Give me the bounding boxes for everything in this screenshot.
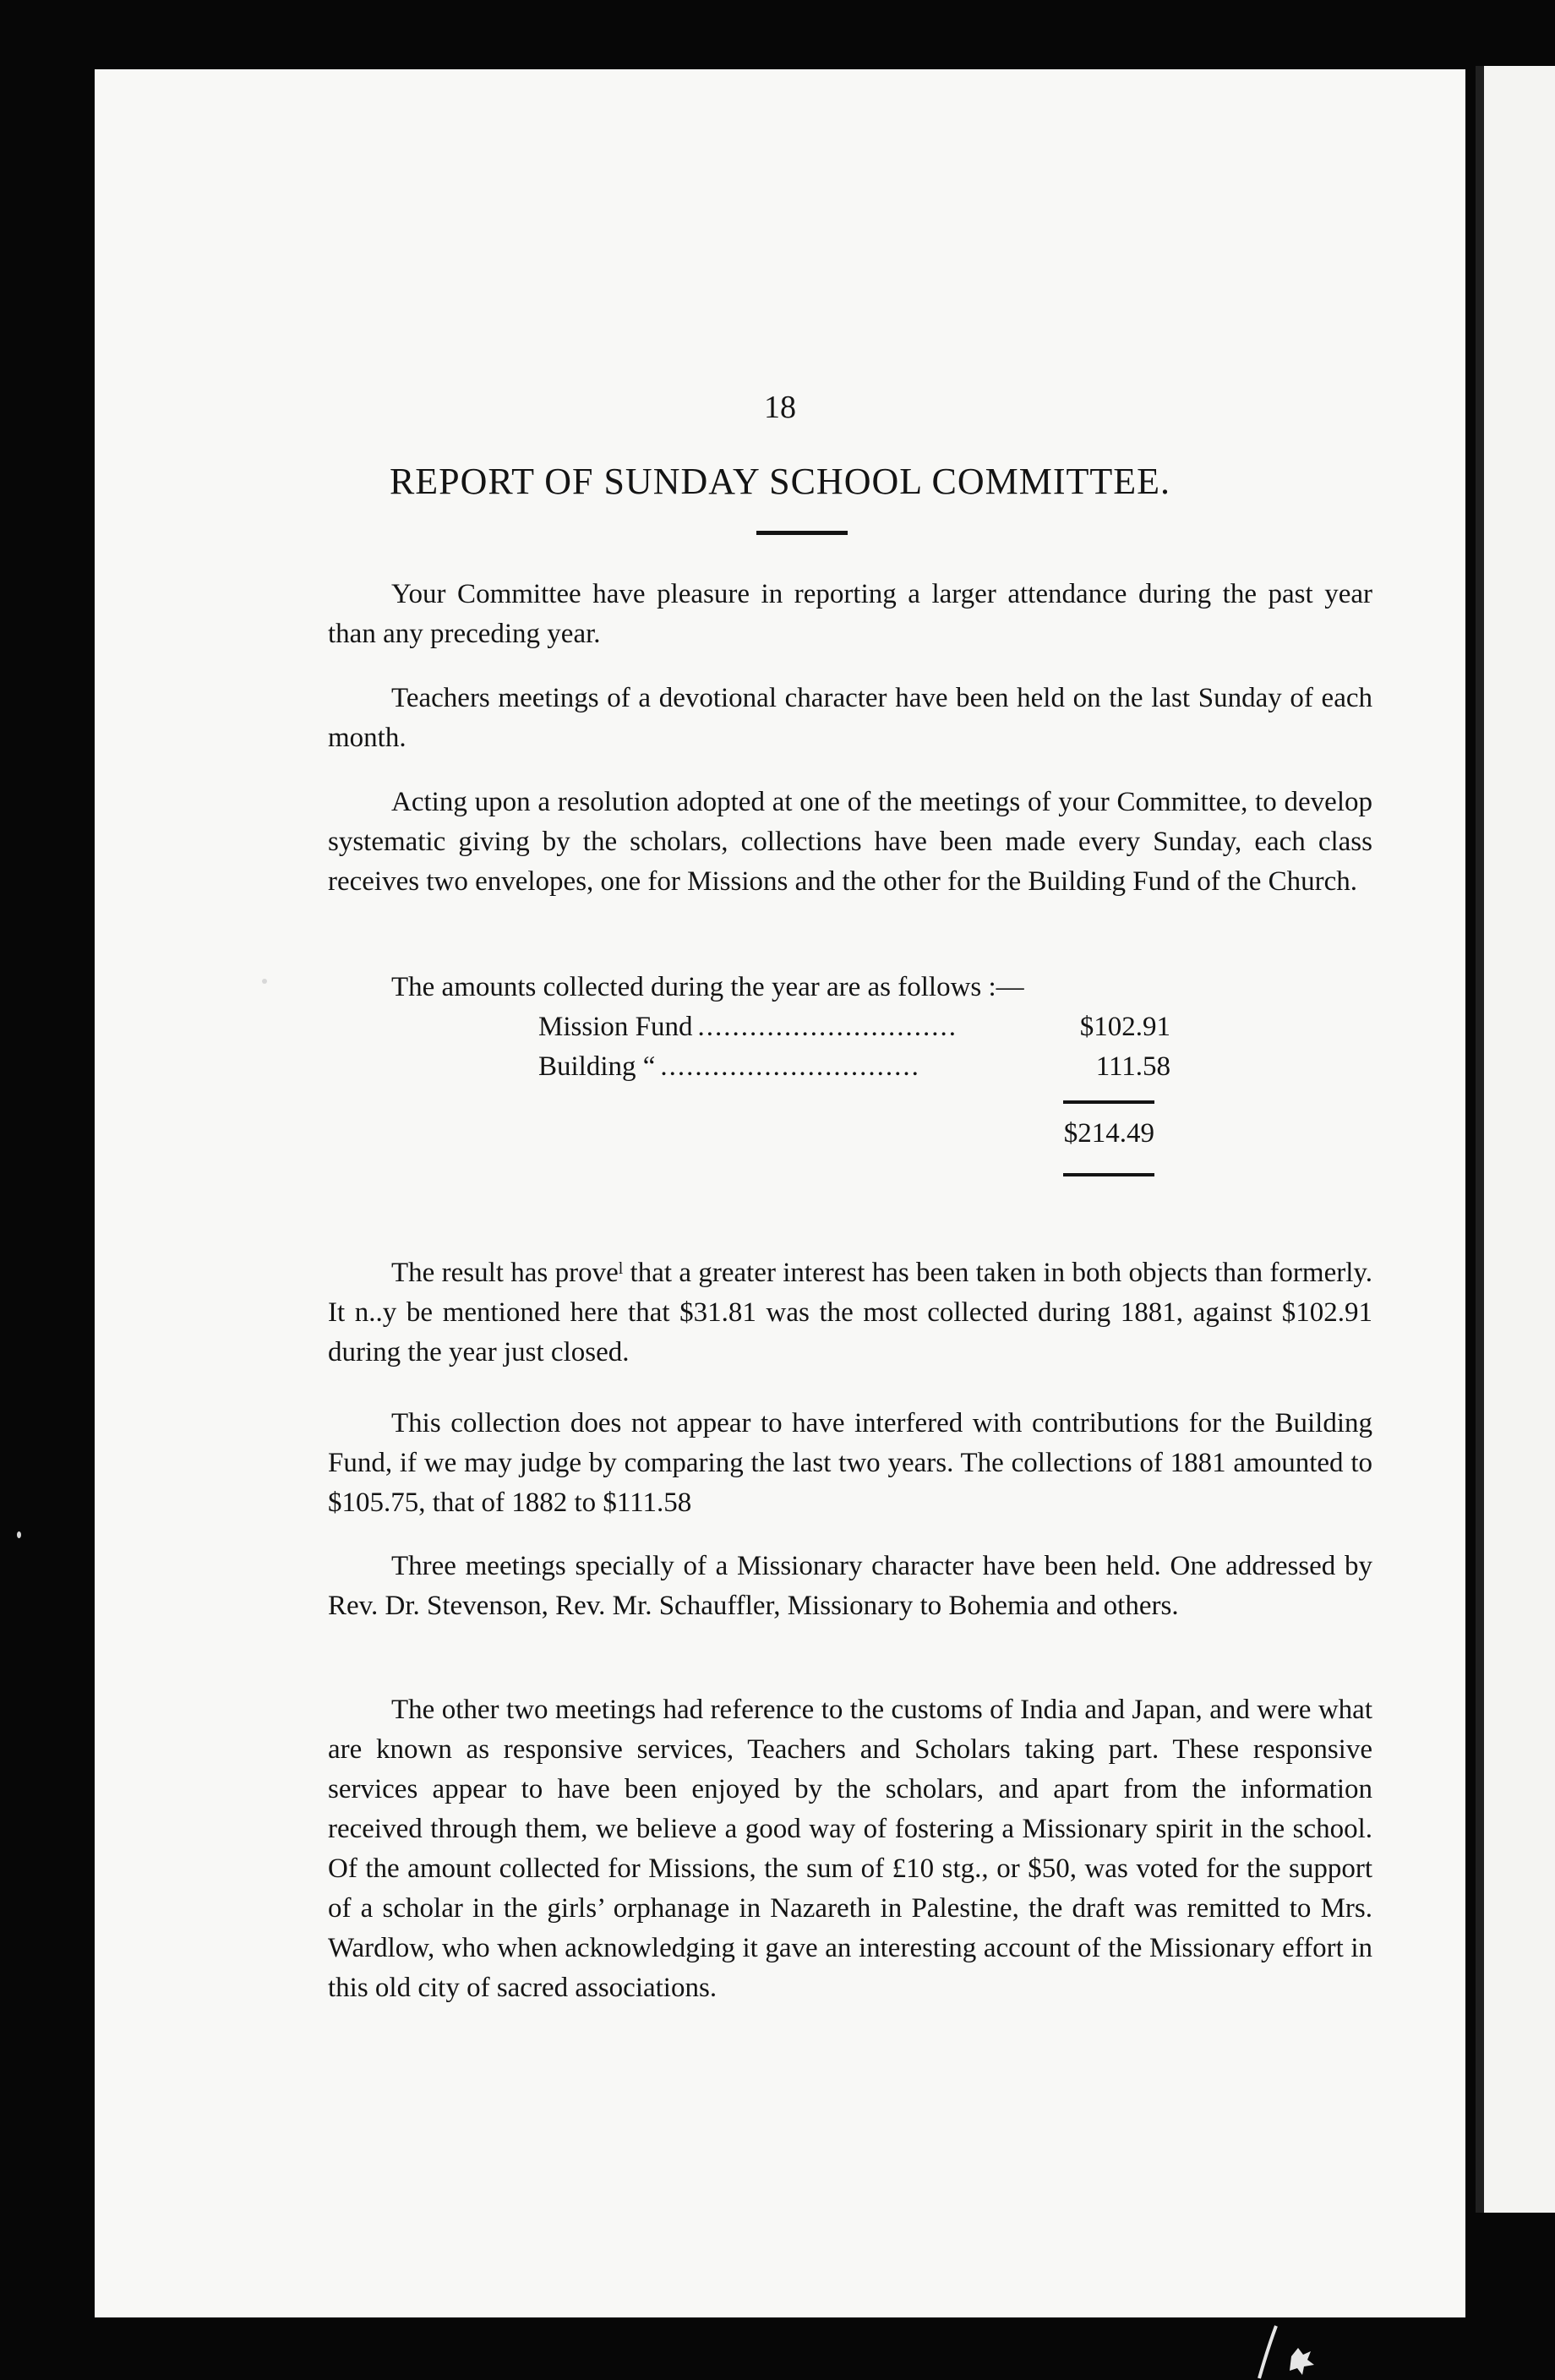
paragraph-systematic-giving: Acting upon a resolution adopted at one of the meetings of your Committee, to develop systematic giving by the scholars, collections have been made every Sunday, each class receives two envelopes, one for Missions and the other for the Building Fund of the Church.: [328, 787, 1372, 897]
amount-value: 111.58: [1095, 1051, 1170, 1082]
scan-speck: [17, 1531, 21, 1538]
dot-leader: ..............................: [660, 1051, 920, 1082]
document-page: [95, 69, 1465, 2317]
title-rule: [756, 531, 848, 535]
sum-rule: [1063, 1100, 1154, 1104]
amount-label: Building “: [538, 1051, 656, 1082]
paragraph-amounts-intro: The amounts collected during the year are as follows :—: [391, 972, 1024, 1002]
paragraph-missionary-meetings: Three meetings specially of a Missionary character have been held. One addressed by Rev. Dr. Stevenson, Rev. Mr. Schauffler, Missionary to Bohemia and others.: [328, 1551, 1372, 1621]
page-number: 18: [764, 390, 796, 425]
amount-row-mission: [538, 1007, 1170, 1047]
total-double-rule: [1063, 1173, 1154, 1176]
paragraph-attendance: Your Committee have pleasure in reporting a larger attendance during the past year than any preceding year.: [328, 579, 1372, 649]
amount-value: $102.91: [1079, 1012, 1170, 1042]
page-title: REPORT OF SUNDAY SCHOOL COMMITTEE.: [389, 461, 1171, 502]
amounts-table: [538, 1007, 1170, 1087]
amount-label: Mission Fund: [538, 1012, 693, 1042]
scan-speck: [262, 979, 267, 984]
amount-row-building: [538, 1047, 1170, 1087]
dot-leader: ..............................: [697, 1012, 958, 1042]
paragraph-responsive-services: The other two meetings had reference to the customs of India and Japan, and were what are known as responsive services, Teachers and Scholars taking part. These responsive services appear to have been enjoyed by the scholars, and apart from the information received through them, we believe a good way of fostering a Missionary spirit in the school. Of the amount collected for Missions, the sum of £10 stg., or $50, was voted for the support of a scholar in the girls’ orphanage in Nazareth in Palestine, the draft was remitted to Mrs. Wardlow, who when acknowledging it gave an interesting account of the Missionary effort in this old city of sacred associations.: [328, 1695, 1372, 2003]
paragraph-building-fund: This collection does not appear to have interfered with contributions for the Building Fund, if we may judge by comparing the last two years. The collections of 1881 amounted to $105.75, that of 1882 to $111.58: [328, 1408, 1372, 1518]
paragraph-teachers-meetings: Teachers meetings of a devotional character have been held on the last Sunday of each month.: [328, 683, 1372, 753]
amount-total: $214.49: [1063, 1118, 1154, 1149]
adjacent-page-edge: [1476, 66, 1555, 2213]
paragraph-result: The result has prove⁠ˡ that a greater interest has been taken in both objects than fo⁠rmerly. It n..⁠y be mentioned here that $31.81 was the most collected during 1881, against $102.91 during the year just closed.: [328, 1258, 1372, 1367]
scan-mark-icon: [1251, 2321, 1318, 2380]
